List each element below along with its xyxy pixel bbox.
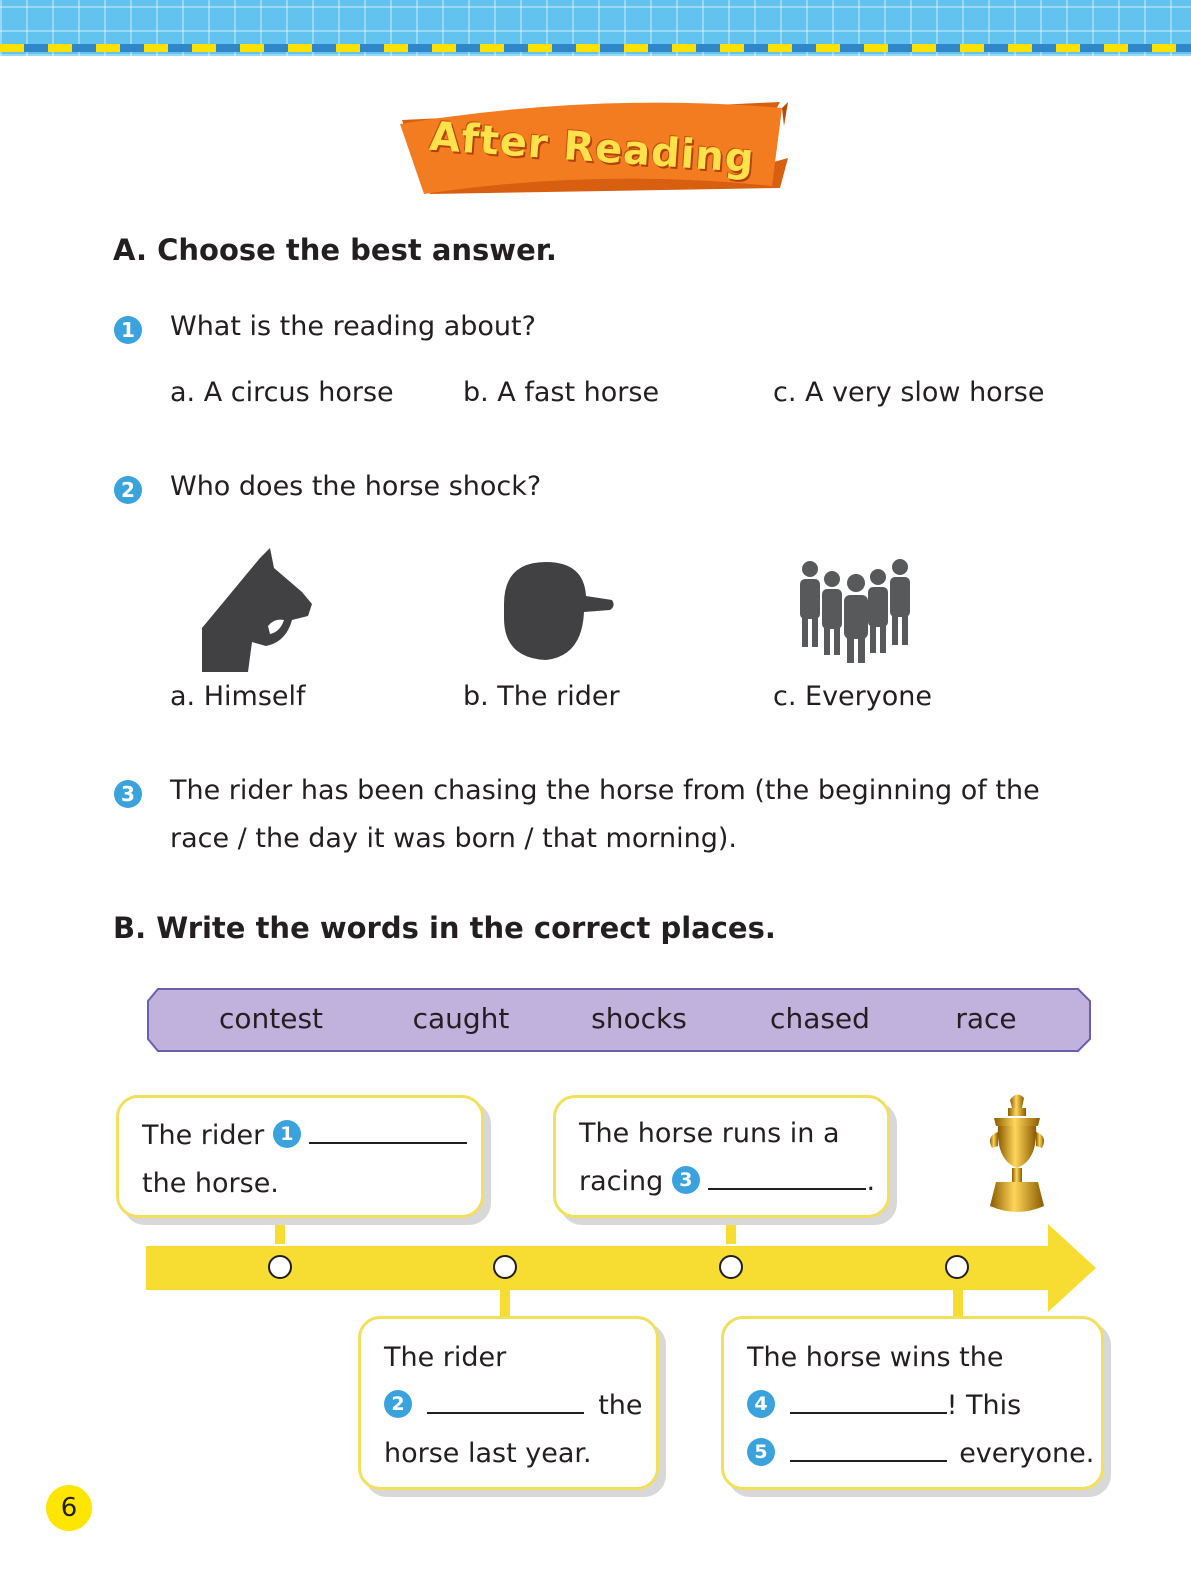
callout-3-text: The horse runs in a <box>579 1118 840 1149</box>
callout-2-text: the <box>598 1390 643 1421</box>
blank-number-5: 5 <box>747 1438 775 1466</box>
q2-option-a[interactable]: a. Himself <box>170 681 306 712</box>
answer-blank-5[interactable] <box>790 1440 947 1462</box>
timeline-node <box>493 1255 517 1279</box>
timeline-connector <box>726 1216 736 1244</box>
question-number-2: 2 <box>114 476 142 504</box>
question-2-text: Who does the horse shock? <box>170 471 542 502</box>
blank-number-3: 3 <box>672 1166 700 1194</box>
answer-blank-3[interactable] <box>708 1168 866 1190</box>
answer-blank-4[interactable] <box>790 1392 947 1414</box>
timeline-node <box>268 1255 292 1279</box>
word-bank-item[interactable]: caught <box>412 1002 510 1035</box>
trophy-icon <box>984 1090 1050 1224</box>
timeline-node <box>719 1255 743 1279</box>
q1-option-b[interactable]: b. A fast horse <box>463 377 660 408</box>
callout-3-period: . <box>866 1166 876 1197</box>
horse-head-icon[interactable] <box>200 548 315 680</box>
rider-head-icon[interactable] <box>500 558 615 666</box>
timeline-connector <box>500 1286 510 1320</box>
callout-4-text: The horse wins the <box>747 1342 1004 1373</box>
crowd-icon[interactable] <box>794 557 920 669</box>
callout-2-text: The rider <box>384 1342 507 1373</box>
callout-1 <box>116 1095 484 1218</box>
callout-2-text: horse last year. <box>384 1438 592 1469</box>
word-bank-item[interactable]: shocks <box>591 1002 687 1035</box>
timeline-node <box>945 1255 969 1279</box>
question-3-line-1: The rider has been chasing the horse from (the beginning of the <box>170 775 1040 806</box>
callout-4-text: ! This <box>946 1390 1022 1421</box>
word-bank-item[interactable]: race <box>955 1002 1017 1035</box>
callout-3 <box>553 1095 890 1218</box>
q1-option-a[interactable]: a. A circus horse <box>170 377 394 408</box>
q2-option-c[interactable]: c. Everyone <box>773 681 932 712</box>
top-dashed-border <box>0 44 1191 52</box>
question-number-3: 3 <box>114 780 142 808</box>
word-bank-item[interactable]: chased <box>770 1002 870 1035</box>
section-b-heading: B. Write the words in the correct places. <box>113 911 776 945</box>
callout-4 <box>721 1316 1104 1490</box>
word-bank <box>146 987 1092 1051</box>
question-1-text: What is the reading about? <box>170 311 536 342</box>
blank-number-1: 1 <box>273 1120 301 1148</box>
callout-1-text: the horse. <box>142 1168 279 1199</box>
callout-3-text: racing <box>579 1166 664 1197</box>
question-3-line-2[interactable]: race / the day it was born / that morning). <box>170 823 737 854</box>
question-number-1: 1 <box>114 316 142 344</box>
timeline-connector <box>275 1216 285 1244</box>
answer-blank-2[interactable] <box>427 1392 584 1414</box>
blank-number-2: 2 <box>384 1390 412 1418</box>
page-number: 6 <box>46 1485 92 1531</box>
q2-option-b[interactable]: b. The rider <box>463 681 620 712</box>
callout-4-text: everyone. <box>959 1438 1095 1469</box>
q1-option-c[interactable]: c. A very slow horse <box>773 377 1045 408</box>
blank-number-4: 4 <box>747 1390 775 1418</box>
answer-blank-1[interactable] <box>309 1122 467 1144</box>
callout-2 <box>358 1316 659 1490</box>
timeline-connector <box>953 1286 963 1320</box>
page-title: After Reading <box>427 113 757 183</box>
callout-1-text: The rider <box>142 1120 265 1151</box>
section-a-heading: A. Choose the best answer. <box>113 233 557 267</box>
word-bank-item[interactable]: contest <box>218 1002 324 1035</box>
title-ribbon <box>396 98 788 198</box>
